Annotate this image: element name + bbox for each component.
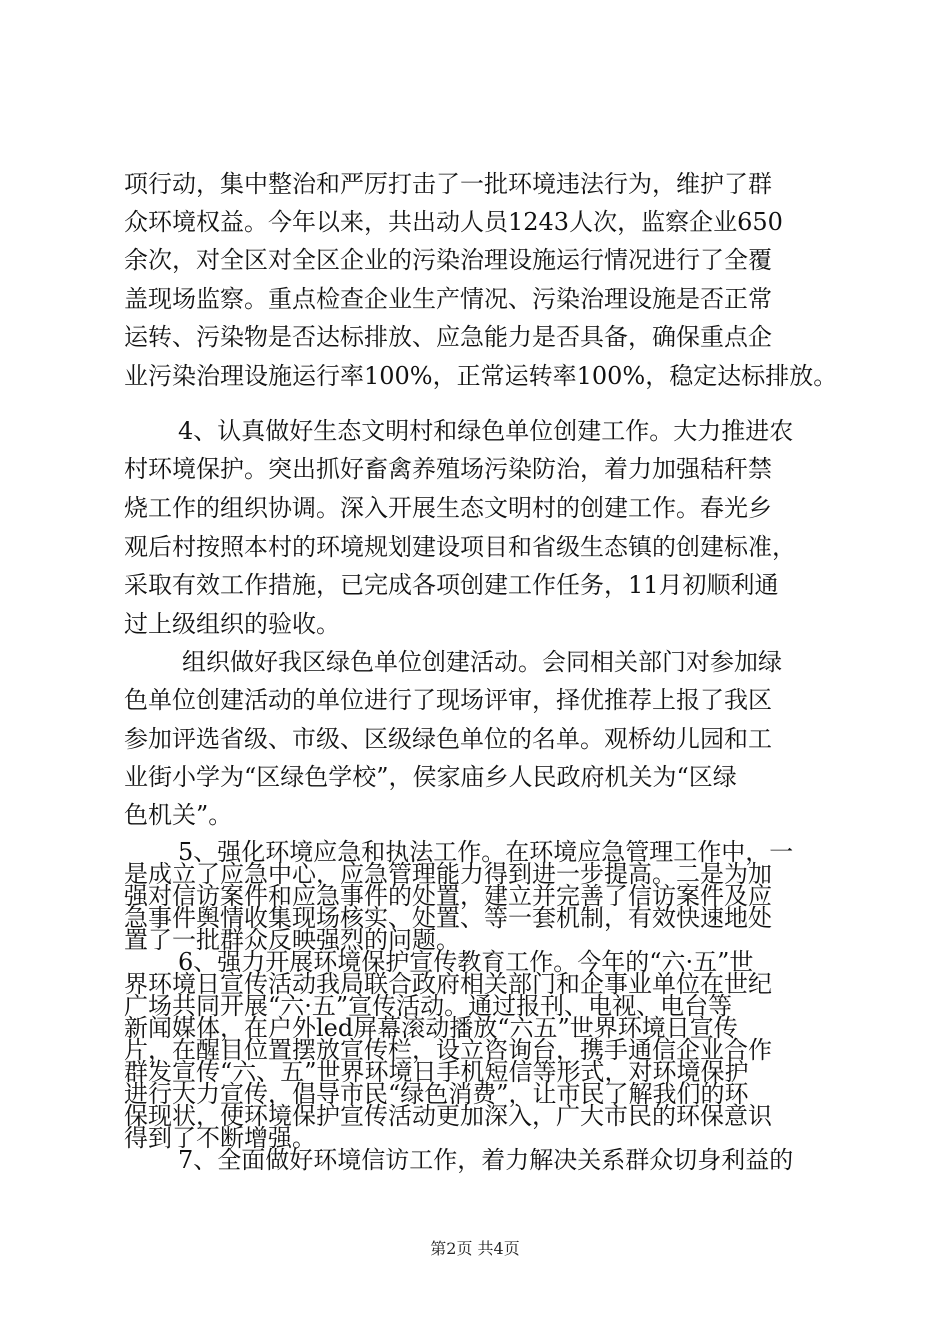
text-line-content: 盖现场监察。重点检查企业生产情况、污染治理设施是否正常: [124, 285, 772, 313]
text-line-content: 得到了不断增强。: [124, 1123, 316, 1152]
text-line-content: 是成立了应急中心，应急管理能力得到进一步提高。二是为加: [124, 860, 772, 889]
text-line-content: 强对信访案件和应急事件的处置，建立并完善了信访案件及应: [124, 882, 772, 911]
text-line-content: 广场共同开展“六·五”宣传活动。通过报刊、电视、电台等: [124, 991, 733, 1020]
text-line-content: 运转、污染物是否达标排放、应急能力是否具备，确保重点企: [124, 323, 772, 351]
text-line-content: 余次，对全区对全区企业的污染治理设施运行情况进行了全覆: [124, 246, 772, 274]
text-line-content: 组织做好我区绿色单位创建活动。会同相关部门对参加绿: [182, 648, 782, 676]
text-line-content: 过上级组织的验收。: [124, 610, 340, 638]
text-line-content: 采取有效工作措施，已完成各项创建工作任务，11月初顺利通: [124, 571, 779, 599]
page-footer: 第2页 共4页: [430, 1239, 520, 1258]
text-line-content: 置了一批群众反映强烈的问题。: [124, 926, 460, 955]
text-line-content: 色机关”。: [124, 801, 233, 829]
text-line-content: 烧工作的组织协调。深入开展生态文明村的创建工作。春光乡: [124, 494, 772, 522]
text-line-content: 群发宣传“六、五”世界环境日手机短信等形式，对环境保护: [124, 1057, 749, 1086]
text-line-content: 界环境日宣传活动我局联合政府相关部门和企事业单位在世纪: [124, 969, 772, 998]
text-line-content: 新闻媒体，在户外led屏幕滚动播放“六五”世界环境日宣传: [124, 1013, 738, 1042]
text-line-content: 4、认真做好生态文明村和绿色单位创建工作。大力推进农: [178, 417, 794, 445]
text-line-content: 5、强化环境应急和执法工作。在环境应急管理工作中，一: [178, 838, 794, 866]
text-line-content: 参加评选省级、市级、区级绿色单位的名单。观桥幼儿园和工: [124, 725, 772, 753]
text-line-content: 项行动，集中整治和严厉打击了一批环境违法行为，维护了群: [124, 170, 772, 198]
text-line-content: 进行大力宣传，倡导市民“绿色消费”，让市民了解我们的环: [124, 1079, 749, 1108]
text-line-content: 保现状，使环境保护宣传活动更加深入，广大市民的环保意识: [124, 1101, 772, 1130]
text-line-content: 急事件舆情收集现场核实、处置、等一套机制，有效快速地处: [124, 904, 772, 933]
text-line-content: 众环境权益。今年以来，共出动人员1243人次，监察企业650: [124, 208, 783, 236]
text-line-content: 6、强力开展环境保护宣传教育工作。今年的“六·五”世: [178, 947, 754, 976]
text-line-content: 村环境保护。突出抓好畜禽养殖场污染防治，着力加强秸秆禁: [124, 455, 772, 483]
text-line-content: 色单位创建活动的单位进行了现场评审，择优推荐上报了我区: [124, 686, 772, 714]
text-line-content: 业街小学为“区绿色学校”，侯家庙乡人民政府机关为“区绿: [124, 763, 737, 791]
text-line-content: 观后村按照本村的环境规划建设项目和省级生态镇的创建标准，: [124, 533, 796, 561]
text-line-content: 业污染治理设施运行率100%，正常运转率100%，稳定达标排放。: [124, 362, 838, 390]
text-line-content: 片，在醒目位置摆放宣传栏，设立咨询台，携手通信企业合作: [124, 1035, 772, 1064]
text-line-content: 7、全面做好环境信访工作，着力解决关系群众切身利益的: [178, 1146, 794, 1174]
